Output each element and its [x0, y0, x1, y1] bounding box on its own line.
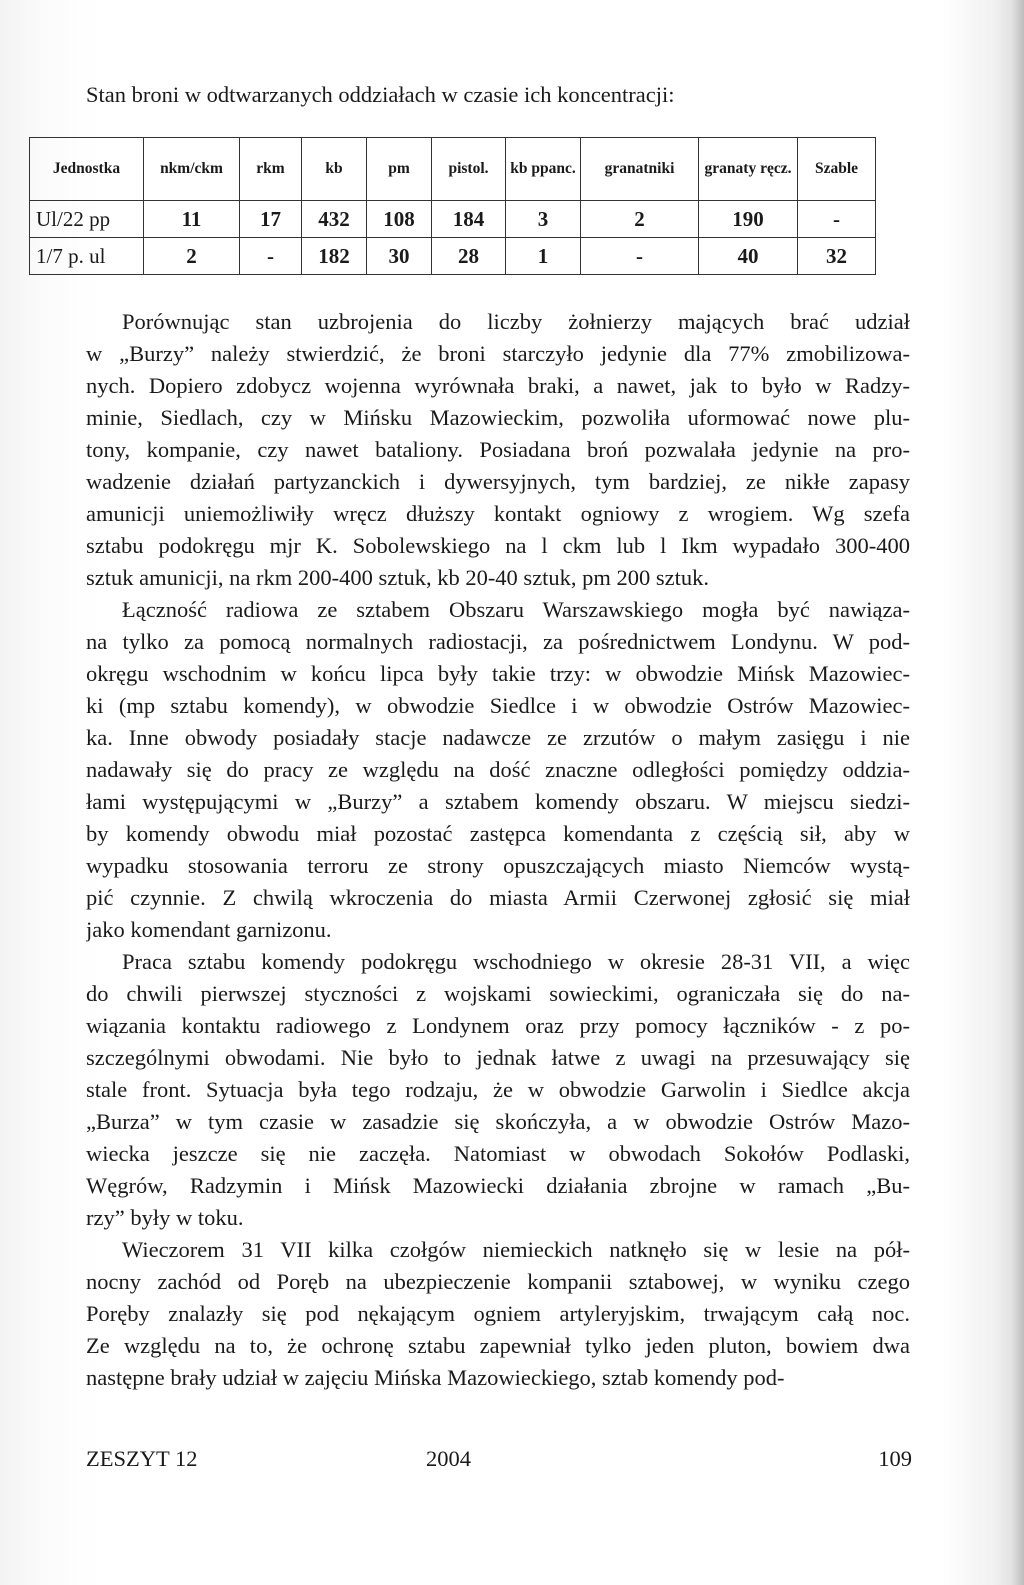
table-cell: 3: [506, 201, 581, 238]
table-cell: Ul/22 pp: [30, 201, 144, 238]
publication-year: 2004: [426, 1446, 471, 1471]
text-line: Porównując stan uzbrojenia do liczby żołnierzy mających brać udział: [122, 309, 910, 334]
table-header-row: [30, 138, 876, 201]
text-line: Węgrów, Radzymin i Mińsk Mazowiecki działania zbrojne w ramach „Bu-: [86, 1173, 910, 1198]
text-line: w „Burzy” należy stwierdzić, że broni starczyło jedynie dla 77% zmobilizowa-: [86, 341, 910, 366]
text-line: szczególnymi obwodami. Nie było to jednak łatwe z uwagi na przesuwający się: [86, 1045, 910, 1070]
text-line: Łączność radiowa ze sztabem Obszaru Warszawskiego mogła być nawiąza-: [122, 597, 910, 622]
text-line: ka. Inne obwody posiadały stacje nadawcze ze zrzutów o małym zasięgu i nie: [86, 725, 910, 750]
text-line: Praca sztabu komendy podokręgu wschodniego w okresie 28-31 VII, a więc: [122, 949, 910, 974]
text-line: minie, Siedlach, czy w Mińsku Mazowieckim, pozwoliła uformować nowe plu-: [86, 405, 910, 430]
table-cell: 190: [699, 201, 798, 238]
column-header: granaty ręcz.: [699, 138, 798, 201]
text-line: wadzenie działań partyzanckich i dywersyjnych, tym bardziej, ze nikłe zapasy: [86, 469, 910, 494]
table-cell: 30: [367, 238, 432, 275]
text-line: okręgu wschodnim w końcu lipca były takie trzy: w obwodzie Mińsk Mazowiec-: [86, 661, 910, 686]
table-cell: 432: [302, 201, 367, 238]
text-line: by komendy obwodu miał pozostać zastępca komendanta z częścią sił, aby w: [86, 821, 910, 846]
table-cell: -: [798, 201, 876, 238]
text-line: wiązania kontaktu radiowego z Londynem oraz przy pomocy łączników - z po-: [86, 1013, 910, 1038]
text-line: rzy” były w toku.: [86, 1205, 244, 1230]
text-line: wypadku stosowania terroru ze strony opuszczających miasto Niemców wystą-: [86, 853, 910, 878]
column-header: kb: [302, 138, 367, 201]
paragraph: [86, 306, 910, 594]
text-line: „Burza” w tym czasie w zasadzie się skończyła, a w obwodzie Ostrów Mazo-: [86, 1109, 910, 1134]
table-row: [30, 201, 876, 238]
table-cell: 1/7 p. ul: [30, 238, 144, 275]
paragraph: [86, 1234, 910, 1394]
text-line: Poręby znalazły się pod nękającym ogniem artyleryjskim, trwającym całą noc.: [86, 1301, 910, 1326]
table-cell: 11: [144, 201, 240, 238]
column-header: Szable: [798, 138, 876, 201]
table-cell: 28: [432, 238, 506, 275]
text-line: nych. Dopiero zdobycz wojenna wyrównała braki, a nawet, jak to było w Radzy-: [86, 373, 910, 398]
journal-issue: ZESZYT 12: [86, 1446, 198, 1471]
weapons-table: [29, 137, 876, 275]
table-cell: -: [240, 238, 302, 275]
text-line: tony, kompanie, czy nawet bataliony. Posiadana broń pozwalała jedynie na pro-: [86, 437, 910, 462]
column-header: rkm: [240, 138, 302, 201]
text-line: Wieczorem 31 VII kilka czołgów niemieckich natknęło się w lesie na pół-: [122, 1237, 910, 1262]
table-cell: 1: [506, 238, 581, 275]
table-cell: 182: [302, 238, 367, 275]
column-header: kb ppanc.: [506, 138, 581, 201]
column-header: Jednostka: [30, 138, 144, 201]
text-line: wiecka jeszcze się nie zaczęła. Natomiast w obwodach Sokołów Podlaski,: [86, 1141, 910, 1166]
text-line: stale front. Sytuacja była tego rodzaju, że w obwodzie Garwolin i Siedlce akcja: [86, 1077, 910, 1102]
column-header: pistol.: [432, 138, 506, 201]
paragraph: [86, 594, 910, 946]
column-header: granatniki: [581, 138, 699, 201]
text-line: Ze względu na to, że ochronę sztabu zapewniał tylko jeden pluton, bowiem dwa: [86, 1333, 910, 1358]
text-line: nadawały się do pracy ze względu na dość znaczne odległości pomiędzy oddzia-: [86, 757, 910, 782]
text-line: łami występującymi w „Burzy” a sztabem komendy obszaru. W miejscu siedzi-: [86, 789, 910, 814]
text-line: na tylko za pomocą normalnych radiostacji, za pośrednictwem Londynu. W pod-: [86, 629, 910, 654]
table-cell: 184: [432, 201, 506, 238]
text-line: sztuk amunicji, na rkm 200-400 sztuk, kb 20-40 sztuk, pm 200 sztuk.: [86, 565, 710, 590]
table-cell: 40: [699, 238, 798, 275]
text-line: jako komendant garnizonu.: [86, 917, 332, 942]
text-line: amunicji uniemożliwiły wręcz dłuższy kontakt ogniowy z wrogiem. Wg szefa: [86, 501, 910, 526]
table-cell: 2: [581, 201, 699, 238]
table-cell: 108: [367, 201, 432, 238]
table-cell: 2: [144, 238, 240, 275]
text-line: nocny zachód od Poręb na ubezpieczenie kompanii sztabowej, w wyniku czego: [86, 1269, 910, 1294]
page-number: 109: [878, 1446, 912, 1471]
text-line: następne brały udział w zajęciu Mińska Mazowieckiego, sztab komendy pod-: [86, 1365, 785, 1390]
table-cell: 32: [798, 238, 876, 275]
table-cell: 17: [240, 201, 302, 238]
body-text: [86, 306, 910, 1394]
text-line: ki (mp sztabu komendy), w obwodzie Siedlce i w obwodzie Ostrów Mazowiec-: [86, 693, 910, 718]
paragraph: [86, 946, 910, 1234]
table-caption: Stan broni w odtwarzanych oddziałach w czasie ich koncentracji:: [86, 82, 675, 107]
text-line: sztabu podokręgu mjr K. Sobolewskiego na l ckm lub l Ikm wypadało 300-400: [86, 533, 910, 558]
table-row: [30, 238, 876, 275]
text-line: do chwili pierwszej styczności z wojskami sowieckimi, ograniczała się do na-: [86, 981, 910, 1006]
column-header: pm: [367, 138, 432, 201]
column-header: nkm/ckm: [144, 138, 240, 201]
text-line: pić czynnie. Z chwilą wkroczenia do miasta Armii Czerwonej zgłosić się miał: [86, 885, 910, 910]
table-cell: -: [581, 238, 699, 275]
